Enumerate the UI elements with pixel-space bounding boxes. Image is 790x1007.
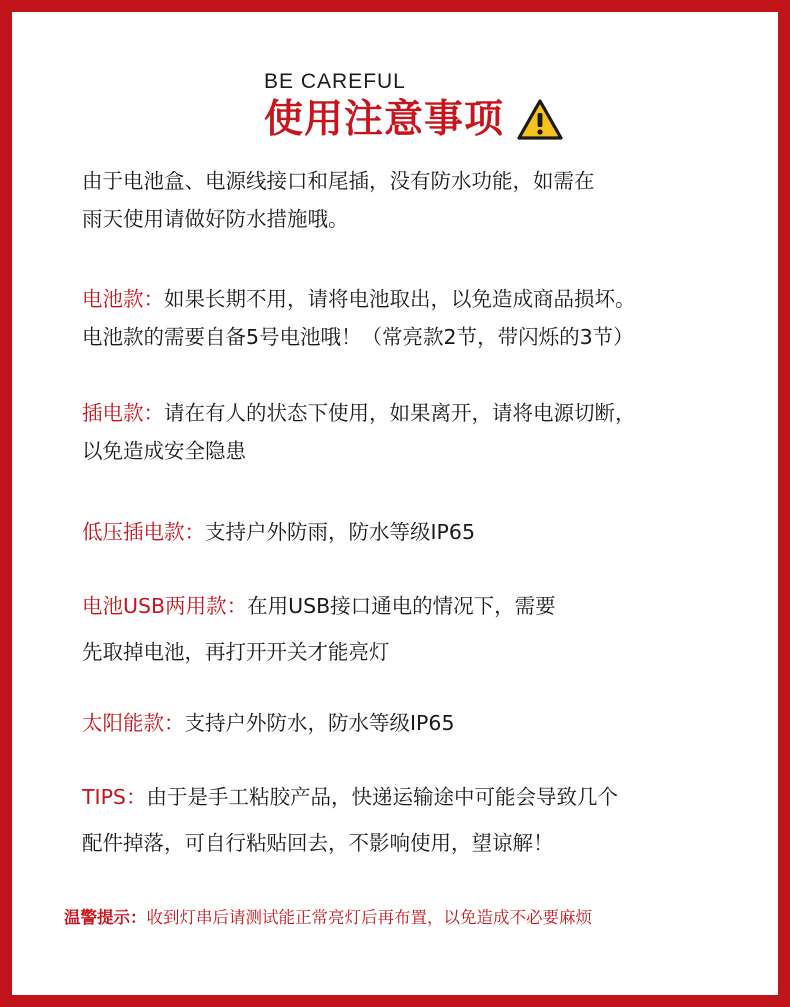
section-battery-usb-text-2: 先取掉电池，再打开开关才能亮灯	[82, 640, 390, 664]
section-low-voltage-label: 低压插电款：	[82, 520, 205, 544]
section-battery	[82, 280, 636, 356]
notice-card	[12, 12, 778, 995]
section-solar-label: 太阳能款：	[82, 711, 185, 735]
section-tips-text-1: 由于是手工粘胶产品，快递运输途中可能会导致几个	[146, 785, 618, 809]
title-row	[264, 96, 564, 144]
intro-paragraph	[82, 162, 595, 238]
section-solar-line-1	[82, 704, 455, 742]
section-battery-usb-text-1: 在用USB接口通电的情况下，需要	[247, 594, 556, 618]
intro-line-1: 由于电池盒、电源线接口和尾插，没有防水功能，如需在	[82, 169, 595, 193]
header	[264, 70, 564, 144]
header-title: 使用注意事项	[264, 97, 505, 142]
warm-reminder-text: 收到灯串后请测试能正常亮灯后再布置，以免造成不必要麻烦	[146, 908, 592, 927]
section-battery-usb-label: 电池USB两用款：	[82, 594, 248, 618]
section-battery-usb-line-1	[82, 587, 556, 625]
section-tips-text-2: 配件掉落，可自行粘贴回去，不影响使用，望谅解！	[82, 831, 554, 855]
section-solar	[82, 704, 455, 742]
warm-reminder	[64, 905, 592, 931]
section-tips	[82, 778, 618, 862]
warm-reminder-label: 温警提示：	[64, 908, 147, 927]
warning-triangle-icon	[516, 98, 564, 142]
section-plugin-label: 插电款：	[82, 401, 164, 425]
section-plugin	[82, 394, 636, 470]
section-plugin-line-1	[82, 394, 636, 432]
section-battery-text-2: 电池款的需要自备5号电池哦！（常亮款2节，带闪烁的3节）	[82, 325, 634, 349]
section-low-voltage	[82, 513, 475, 551]
section-tips-label: TIPS：	[82, 785, 147, 809]
section-low-voltage-line-1	[82, 513, 475, 551]
section-plugin-text-2: 以免造成安全隐患	[82, 439, 246, 463]
section-battery-label: 电池款：	[82, 287, 164, 311]
header-subtitle: BE CAREFUL	[264, 70, 406, 93]
section-battery-usb	[82, 587, 556, 671]
section-tips-line-1	[82, 778, 618, 816]
section-battery-line-1	[82, 280, 636, 318]
intro-line-2: 雨天使用请做好防水措施哦。	[82, 207, 349, 231]
section-plugin-text-1: 请在有人的状态下使用，如果离开，请将电源切断，	[164, 401, 636, 425]
section-low-voltage-text-1: 支持户外防雨，防水等级IP65	[205, 520, 475, 544]
section-solar-text-1: 支持户外防水，防水等级IP65	[184, 711, 455, 735]
section-battery-text-1: 如果长期不用，请将电池取出，以免造成商品损坏。	[164, 287, 636, 311]
